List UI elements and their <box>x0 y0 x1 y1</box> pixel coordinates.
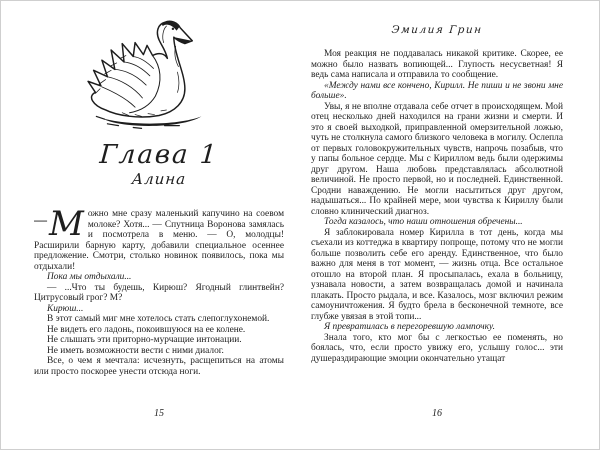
paragraph: — М ожно мне сразу маленький капучино на соевом молоке? Хотя... — Спутница Воронова замялась и посмотрела в меню. — О, молодцы! Расширили барную карту, добавили специальное осеннее предложение. Смотри, столько новинок появилось, пока мы отдыхали! <box>34 204 284 272</box>
paragraph: В этот самый миг мне хотелось стать слепоглухонемой. <box>47 314 270 324</box>
right-page-body <box>311 49 563 364</box>
page-number-left: 15 <box>154 408 164 419</box>
chapter-subtitle: Алина <box>131 170 187 188</box>
drop-cap: М <box>49 204 84 244</box>
paragraph: Не иметь возможности вести с ними диалог. <box>47 345 224 356</box>
page-number-right: 16 <box>432 408 442 419</box>
chapter-title: Глава 1 <box>98 140 220 170</box>
em-dash: — <box>34 212 46 227</box>
paragraph: Увы, я не вполне отдавала себе отчет в происходящем. Мой отец несколько дней находился на грани жизни и смерти. И это я своей выходкой, приправленной омерзительной ложью, чуть не столкнула самого близкого человека в могилу. Ослепла от первых головокружительных чувств, напрочь позабыв, что у папы больное сердце. Мы с Кириллом ведь были одержимы друг другом. Наша любовь представлялась абсолютной величиной. Не просто первой, но и последней. Единственной. Сродни наваждению. Не могли насытиться друг другом, надышаться... По крайней мере, мои чувства к Кириллу были словно клинический диагноз. <box>311 101 563 217</box>
running-head: Эмилия Грин <box>390 24 484 36</box>
left-page-body <box>34 204 284 377</box>
paragraph: Знала того, кто мог бы с легкостью ее поменять, но боялась, что, если просто увижу его, услышу голос... эти душераздирающие эмоции окончательно утащат <box>311 332 563 364</box>
paragraph: Не видеть его ладонь, покоившуюся на ее колене. <box>47 324 246 335</box>
right-page <box>311 1 563 449</box>
paragraph: Кирюш... <box>47 303 84 314</box>
paragraph: «Между нами все кончено, Кирилл. Не пиши и не звони мне больше». <box>311 80 563 101</box>
paragraph: Пока мы отдыхали... <box>47 272 132 282</box>
paragraph: Все, о чем я мечтала: исчезнуть, расщепиться на атомы или просто поскорее унести отсюда ноги. <box>34 356 284 377</box>
paragraph: Я заблокировала номер Кирилла в тот день, когда мы съехали из коттеджа в квартиру попроще, потому что не могли больше позволить себе его аренду. Единственное, что было важно для меня в тот момент, — жизнь отца. Все остальное отошло на второй план. Я просыпалась, ехала в больницу, узнавала новости, а затем возвращалась домой и начинала плакать. Просто рыдала, и все. Казалось, мозг включил режим самоуничтожения. Я будто брела в бесконечной темноте, все глубже увязая в этой топи... <box>311 227 563 322</box>
paragraph: Тогда казалось, что наши отношения обречены... <box>324 217 523 227</box>
paragraph: — ...Что ты будешь, Кирюш? Ягодный глинтвейн? Цитрусовый грог? М? <box>34 282 284 303</box>
paragraph: Не слышать эти приторно-мурчащие интонации. <box>47 335 242 345</box>
paragraph: Я превратилась в перегоревшую лампочку. <box>324 322 495 332</box>
left-page <box>34 1 284 449</box>
paragraph: Моя реакция не поддавалась никакой критике. Скорее, ее можно было назвать вопиющей... Глупость несусветная! Я ведь сама написала и отправила то сообщение. <box>311 49 563 80</box>
swan-illustration <box>60 15 236 133</box>
